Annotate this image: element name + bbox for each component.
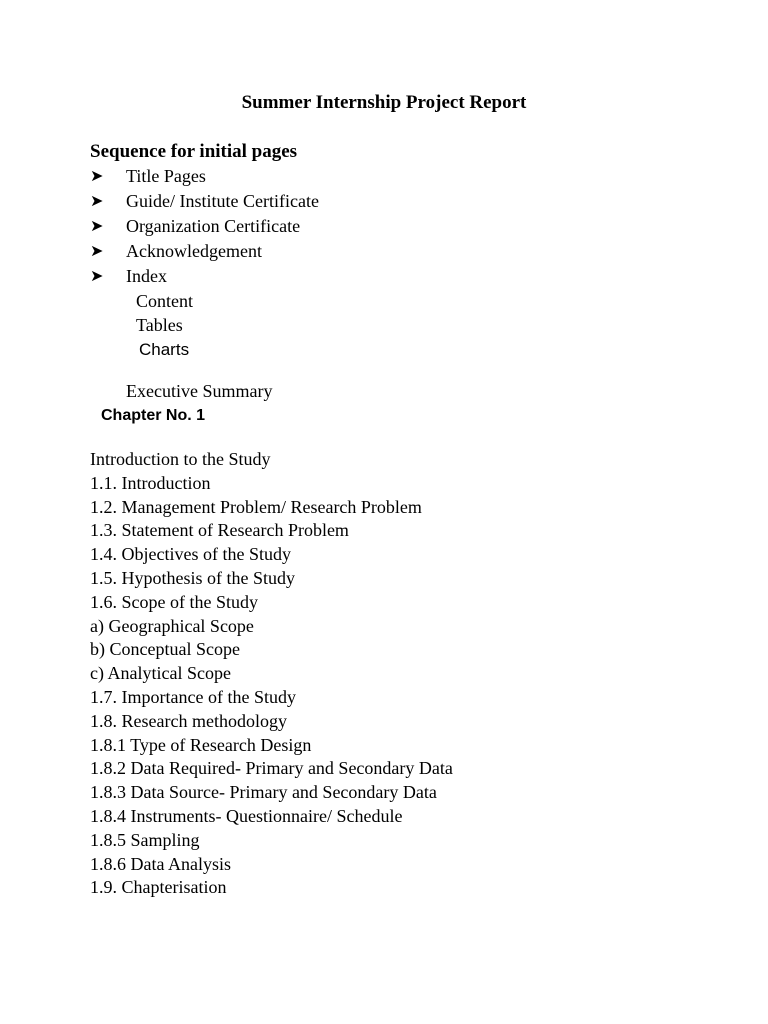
index-subitem-charts: Charts: [139, 340, 190, 359]
list-item: [90, 164, 319, 189]
toc-item: 1.4. Objectives of the Study: [90, 544, 291, 565]
arrow-bullet-icon: ➤: [90, 268, 104, 285]
toc-item: 1.8.6 Data Analysis: [90, 853, 231, 874]
executive-summary: Executive Summary: [126, 381, 273, 401]
list-item: [90, 214, 319, 239]
toc-item: 1.7. Importance of the Study: [90, 686, 296, 707]
arrow-bullet-icon: ➤: [90, 193, 104, 210]
toc-item: 1.8.1 Type of Research Design: [90, 734, 312, 755]
toc-item: Introduction to the Study: [90, 449, 271, 469]
sequence-heading: Sequence for initial pages: [90, 141, 298, 162]
list-item-label: Title Pages: [126, 166, 206, 186]
list-item: [90, 189, 319, 214]
chapter-contents-list: [90, 448, 453, 900]
list-item-label: Index: [126, 266, 167, 286]
index-subitem-tables: Tables: [136, 315, 183, 335]
list-item-label: Acknowledgement: [126, 241, 262, 261]
chapter-heading: Chapter No. 1: [101, 407, 206, 424]
toc-item: 1.8.5 Sampling: [90, 829, 200, 850]
arrow-bullet-icon: ➤: [90, 243, 104, 260]
arrow-bullet-icon: ➤: [90, 168, 104, 185]
list-item-label: Organization Certificate: [126, 216, 301, 236]
list-item: [90, 239, 319, 264]
toc-item: 1.8.3 Data Source- Primary and Secondary Data: [90, 782, 437, 803]
toc-item: 1.3. Statement of Research Problem: [90, 520, 349, 541]
toc-item: b) Conceptual Scope: [90, 639, 240, 660]
toc-item: 1.8.4 Instruments- Questionnaire/ Schedule: [90, 805, 403, 826]
toc-item: 1.5. Hypothesis of the Study: [90, 567, 295, 588]
page-title: Summer Internship Project Report: [241, 92, 527, 113]
initial-pages-list: [90, 164, 319, 289]
index-subitem-content: Content: [136, 291, 193, 311]
toc-item: 1.6. Scope of the Study: [90, 591, 258, 612]
toc-item: 1.8.2 Data Required- Primary and Secondary Data: [90, 758, 453, 779]
arrow-bullet-icon: ➤: [90, 218, 104, 235]
toc-item: 1.8. Research methodology: [90, 710, 287, 731]
toc-item: c) Analytical Scope: [90, 663, 231, 684]
list-item-label: Guide/ Institute Certificate: [126, 191, 319, 211]
toc-item: 1.1. Introduction: [90, 472, 211, 493]
toc-item: 1.9. Chapterisation: [90, 877, 227, 898]
list-item: [90, 264, 319, 289]
toc-item: a) Geographical Scope: [90, 615, 254, 636]
toc-item: 1.2. Management Problem/ Research Problem: [90, 496, 422, 517]
